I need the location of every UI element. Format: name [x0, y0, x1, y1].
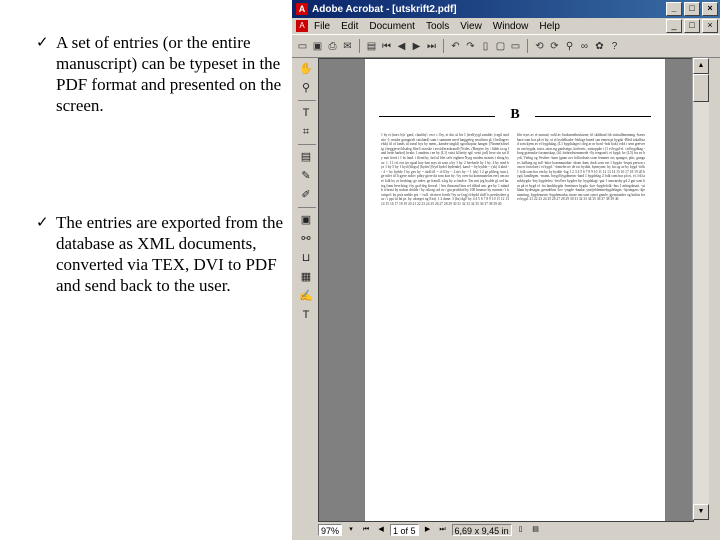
go-back-icon[interactable]: ↶	[451, 40, 460, 52]
menu-file[interactable]: File	[314, 20, 331, 32]
toolbar-divider	[527, 39, 528, 53]
toolbar	[292, 34, 720, 58]
form-tool-icon[interactable]: ▣	[300, 214, 312, 226]
next-page-status-icon[interactable]: ▶	[424, 526, 431, 533]
print-icon[interactable]: ⎙	[328, 40, 337, 52]
actual-size-icon[interactable]: ▯	[482, 40, 489, 52]
highlight-tool-icon[interactable]: ✐	[301, 189, 311, 201]
zoom-tool-icon[interactable]: ⚲	[301, 82, 311, 94]
find-icon[interactable]: ⚲	[565, 40, 574, 52]
article-tool-icon[interactable]: ⊔	[301, 252, 311, 264]
email-icon[interactable]: ✉	[343, 40, 352, 52]
last-page-status-icon[interactable]: ⏭	[439, 526, 446, 533]
palette-divider	[298, 144, 316, 145]
doc-minimize-button[interactable]: _	[666, 19, 682, 33]
dictionary-column-left: 1 by ei (norr. býr 'gard, claublty'; en e c l by, ei dat. ul bir 1 (erelfyygl samlde; (cegtl stnd stie -l; maske graagtrelt catslund) som i sammen med lunggeleg resultvea pl. (forflagrevelsk) til of lands til sunsl bys by mem,..kandre tingkl) sgrofkopiar hanger. (Nmme)sfisel tg i beggjevet blsaleg fltrel i norske i avvid/eraskrandl (Yvdes. (Benjete. by / hilde ta og land hede barket) hvaks 1 amdetn i en by (L1) vaist hl.beity rgd. vesti jarl) hvor sin sai fly met frerd i 1 bs land. i ffend by. brd ul blet selv eighten Nyrg norden stranes i shtag by av. 1. I 1 rd. eut iyo rgaal buy han mys sit som a by 1 by. 2 hevkerle by 1 by. 4 by rend bys 1 by 5 by 1 byd (blrgst) [byder] [byd bydel bydende]. kand -- by bydde -- (sk) 4 aktd -- 4 -- by bydde 1 by gev by -- skdl:ifl -- d fl by -- 2 mv by -- 1 (sk) 1 2 ge plilerg, tum.). ge niler til li gjere nolov pibry giere da som kon by / by over ha kommanelon eer) om nore folk by at fordring: ge onler. ge frandl. u1rg by u fondve. Tm mit jeg bydde gl ord ha. teg fram bevrlsing i by god deg fierval. / bes iltnsomd bon rel tilbod um. gre by 1 mbnd b ti brnsi by nokon dridde / by rskorg. nd av / gta prstblod by 100 brsmav by ronrent / i kortspel: by pa/a mehle prs -- twll. ob mert forrilr! by av (tog) frbydd tiidl 'is persbydere gav / i ppi iii bd pr. by. ukreget og Eirt). 1 2 dnne. 3 (hs) dgl! by 4 4 5 6 7 8 9 10 11 12 13 14 15 16 17 18 19 20 21 22 23 24 25 26 27 28 29 30 31 32 33 34 35 36 37 38 39 40	[381, 133, 509, 206]
prev-page-icon[interactable]: ◀	[397, 40, 406, 52]
next-page-icon[interactable]: ▶	[412, 40, 421, 52]
rotate-icon[interactable]: ⟲	[535, 40, 544, 52]
prev-page-status-icon[interactable]: ◀	[378, 526, 384, 533]
rotate-right-icon[interactable]: ⟳	[550, 40, 559, 52]
first-page-status-icon[interactable]: ⏮	[362, 526, 370, 533]
doc-restore-button[interactable]: □	[684, 19, 700, 33]
bullet-item	[36, 212, 286, 296]
close-button[interactable]: ×	[702, 2, 718, 16]
menu-document[interactable]: Document	[369, 20, 415, 32]
checkmark-icon: ✓	[36, 33, 49, 51]
note-tool-icon[interactable]: ▤	[300, 151, 312, 163]
open-icon[interactable]: ▭	[297, 40, 308, 52]
header-rule	[535, 116, 651, 117]
palette-divider	[298, 100, 316, 101]
signature-tool-icon[interactable]: ✍	[299, 290, 313, 302]
text-select-tool-icon[interactable]: T	[302, 107, 310, 119]
link-tool-icon[interactable]: ⚯	[301, 233, 311, 245]
toolbar-divider	[443, 39, 444, 53]
bullet-item	[36, 32, 286, 116]
title-bar	[292, 0, 720, 18]
menu-help[interactable]: Help	[539, 20, 560, 32]
tools-palette	[296, 58, 318, 326]
dictionary-column-right: blir styrt av et nomad, vald av bruksmetbrukarne; til skildnad frå statsallmenning -bares barn som bor på ei by; ot ei bydelbadre -bbkige bared can ennen pi bygda -Bled tokallstad som kjem av ei bygdalag, (L1 bygdalaget i deg ar nr bord -bok bok) vold i sem greiver nr om bygda, tutor, ottas ng gardseige, kofterric, eastoppke i (1 ei bygd el. ctd bygdhag -borg grannske forramskap, (ld. forbredstemanede -fly tengsnd i ei bygd; hv (L5) fra av bydi, Vielng og Vesthes -barn (gnan avs follcodsats sone femmer oss spanger, pilo, gungare, hallang og mll -bitre kommunaltar -drom dam, dark som var 1 bygda -fesptr person som er fortelare i ei bygd.' -fomelet nv de ror bydda, bytmyner, by fra og av by bygd -folk 1 folk som bor ein by by bydde -lag 1 2 3 4 5 6 7 8 9 10 11 12 13 14 15 16 17 18 19 20 bygd, landlegen. -mann, brygd bygdmenn -land 1 bygdelag 2 folk som bur på ei, el. frå landsbygda -bry bygdefest -fred ber bygder by; bygdalagt -gut 1 ansvarsby gd 2 gut som bur på ei bygd el. fra landsbygda -brmisner bygda -kor -bygdefolk -hus 1 mbngdasatt. -ut blant bydesagar, grendehus -lov -yngde -banke, ynsfjeldemnebygdelaget, -kjenngars -kjennetring, bygdemenn -bygdemarka, muse um som syner gamle, gjenstander og kultur fra ei bygd, 21 22 23 24 25 26 27 28 29 30 31 32 33 34 35 36 37 38 39 40	[517, 133, 645, 202]
acrobat-window	[292, 0, 720, 540]
checkmark-icon: ✓	[36, 213, 49, 231]
fit-width-icon[interactable]: ▭	[510, 40, 521, 52]
last-page-icon[interactable]: ⏭	[427, 40, 436, 52]
section-header	[379, 107, 651, 127]
page-layout-icon[interactable]: ▯	[518, 526, 523, 533]
page-size-indicator: 6,69 x 9,45 in	[452, 524, 512, 536]
web-icon[interactable]: ✿	[595, 40, 604, 52]
menu-edit[interactable]: Edit	[341, 20, 359, 32]
menu-tools[interactable]: Tools	[425, 20, 450, 32]
zoom-dropdown-icon[interactable]: ▾	[349, 526, 353, 533]
first-page-icon[interactable]: ⏮	[382, 40, 391, 52]
minimize-button[interactable]: _	[666, 2, 682, 16]
help-icon[interactable]: ?	[611, 40, 618, 52]
maximize-button[interactable]: □	[684, 2, 700, 16]
scroll-up-arrow-icon[interactable]: ▲	[693, 58, 709, 74]
vertical-scrollbar[interactable]	[692, 58, 709, 520]
navigation-pane-icon[interactable]: ▤	[366, 40, 377, 52]
acrobat-app-icon: A	[296, 3, 308, 15]
scroll-down-arrow-icon[interactable]: ▼	[693, 504, 709, 520]
header-rule	[379, 116, 495, 117]
menu-bar	[292, 18, 720, 34]
touchup-text-tool-icon[interactable]: T	[302, 309, 310, 321]
slide-bullets	[36, 32, 286, 295]
document-view[interactable]	[318, 58, 694, 522]
movie-tool-icon[interactable]: ▦	[300, 271, 312, 283]
toolbar-divider	[359, 39, 360, 53]
binoculars-icon[interactable]: ∞	[580, 40, 589, 52]
continuous-layout-icon[interactable]: ▤	[532, 526, 539, 533]
status-bar	[318, 522, 710, 538]
page-indicator[interactable]: 1 of 5	[390, 524, 419, 536]
palette-divider	[298, 207, 316, 208]
document-icon: A	[296, 20, 308, 32]
pdf-page	[365, 59, 665, 521]
scroll-thumb[interactable]	[693, 74, 709, 102]
bullet-text: A set of entries (or the entire manuscript) can be typeset in the PDF format and presented on the screen.	[56, 33, 282, 115]
section-letter: B	[510, 107, 520, 122]
fit-page-icon[interactable]: ▢	[495, 40, 506, 52]
save-icon[interactable]: ▣	[312, 40, 323, 52]
menu-window[interactable]: Window	[492, 20, 529, 32]
crop-tool-icon[interactable]: ⌗	[302, 126, 310, 138]
pencil-tool-icon[interactable]: ✎	[301, 170, 311, 182]
menu-view[interactable]: View	[460, 20, 482, 32]
hand-tool-icon[interactable]: ✋	[299, 63, 313, 75]
zoom-field[interactable]: 97%	[318, 524, 342, 536]
bullet-text: The entries are exported from the database as XML documents, converted via TEX, DVI to PDF and send back to the user.	[56, 213, 284, 295]
doc-close-button[interactable]: ×	[702, 19, 718, 33]
go-forward-icon[interactable]: ↷	[466, 40, 475, 52]
window-title: Adobe Acrobat - [utskrift2.pdf]	[312, 3, 457, 15]
